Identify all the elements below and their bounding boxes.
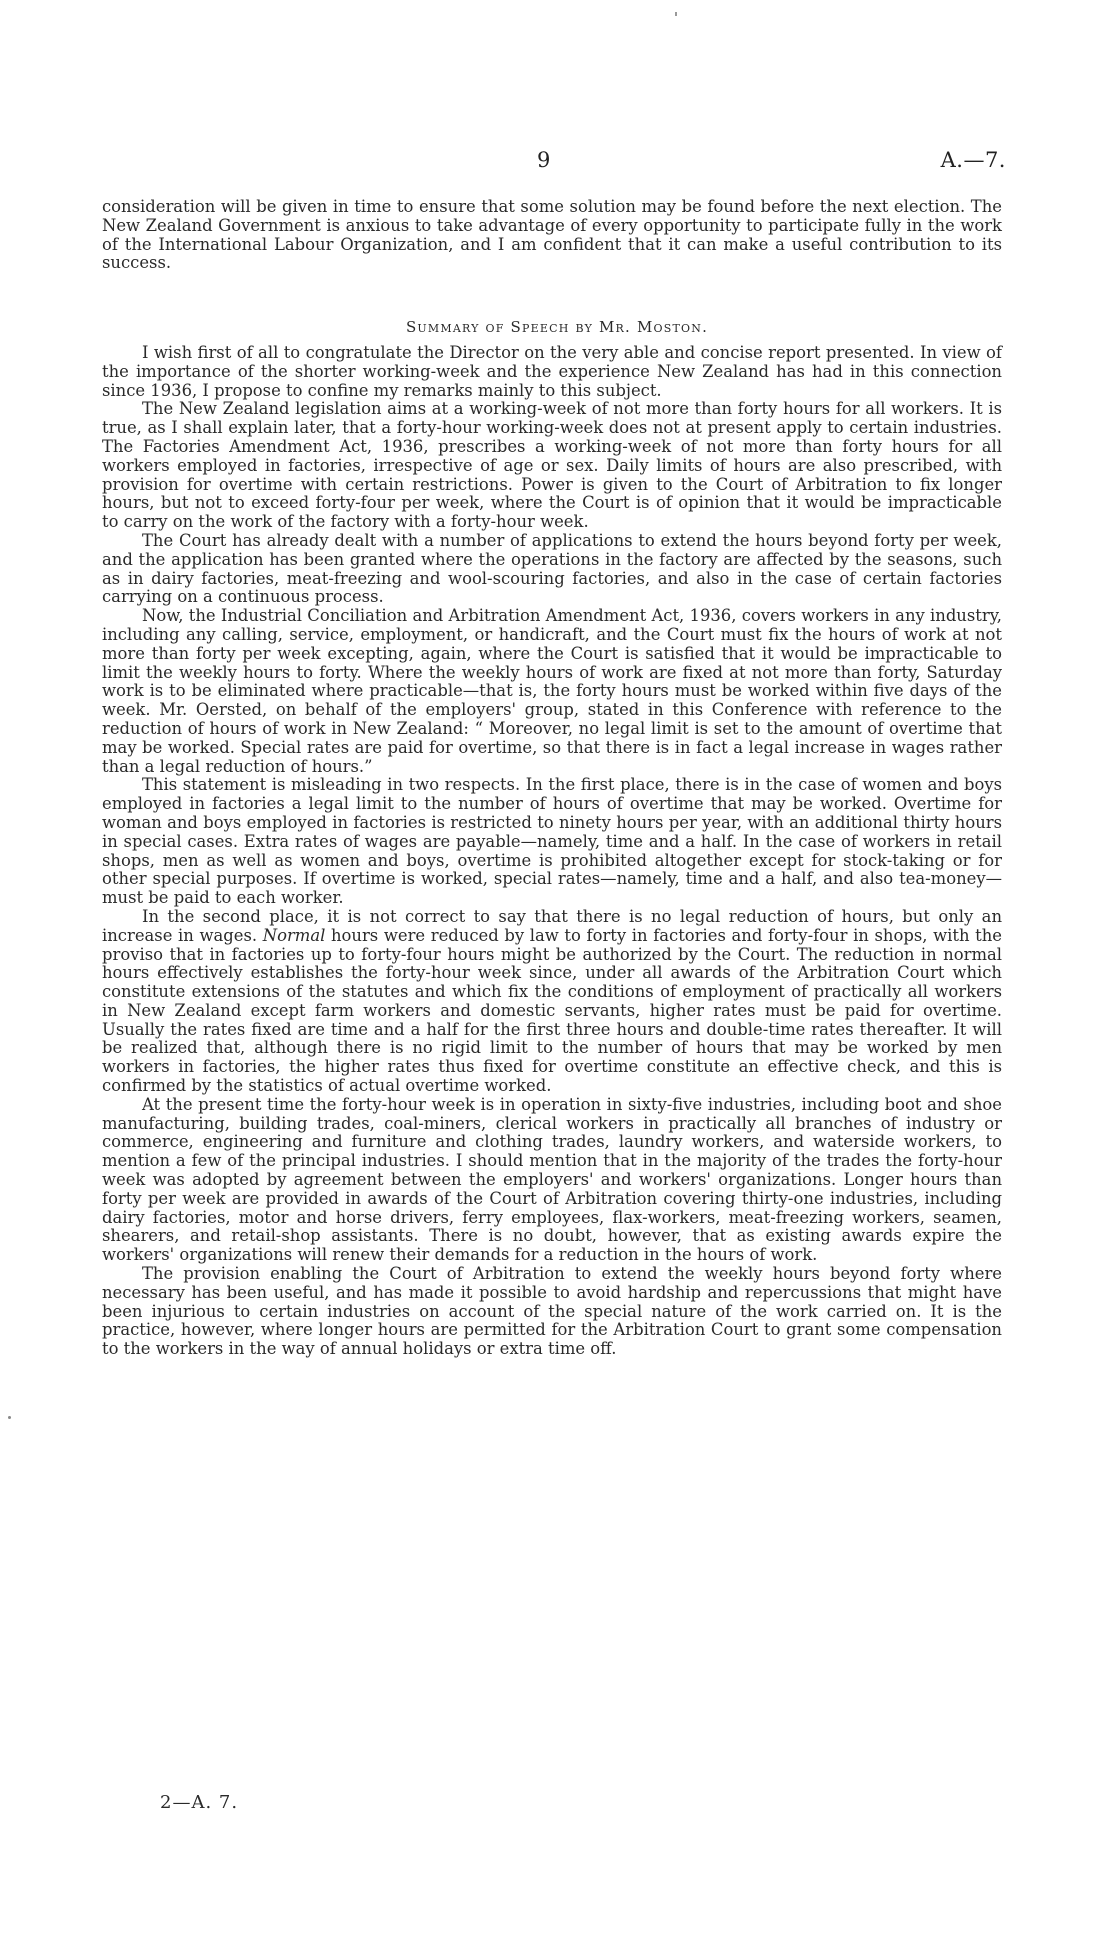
document-reference: A.—7. xyxy=(940,148,1006,172)
paragraph: Now, the Industrial Conciliation and Arbitration Amendment Act, 1936, covers workers in any industry, including any calling, service, employment, or handicraft, and the Court must fix the hours of work at not more than forty per week excepting, again, where the Court is satisfied that it would be impracticable to limit the weekly hours to forty. Where the weekly hours of work are fixed at not more than forty, Saturday work is to be eliminated where practicable—that is, the forty hours must be worked within five days of the week. Mr. Oersted, on behalf of the employers' group, stated in this Conference with reference to the reduction of hours of work in New Zealand: “ Moreover, no legal limit is set to the amount of overtime that may be worked. Special rates are paid for overtime, so that there is in fact a legal increase in wages rather than a legal reduction of hours.” xyxy=(102,606,1002,776)
speech-body xyxy=(102,344,1002,1359)
paragraph: The provision enabling the Court of Arbitration to extend the weekly hours beyond forty where necessary has been useful, and has made it possible to avoid hardship and repercussions that might have been injurious to certain industries on account of the special nature of the work carried on. It is the practice, however, where longer hours are permitted for the Arbitration Court to grant some compensation to the workers in the way of annual holidays or extra time off. xyxy=(102,1264,1002,1359)
emphasis-normal: Normal xyxy=(262,925,326,945)
paragraph: At the present time the forty-hour week is in operation in sixty-five industries, including boot and shoe manufacturing, building trades, coal-miners, clerical workers in practically all branches of industry or commerce, engineering and furniture and clothing trades, laundry workers, and waterside workers, to mention a few of the principal industries. I should mention that in the majority of the trades the forty-hour week was adopted by agreement between the employers' and workers' organizations. Longer hours than forty per week are provided in awards of the Court of Arbitration covering thirty-one industries, including dairy factories, motor and horse drivers, ferry employees, flax-workers, meat-freezing workers, seamen, shearers, and retail-shop assistants. There is no doubt, however, that as existing awards expire the workers' organizations will renew their demands for a reduction in the hours of work. xyxy=(102,1094,1002,1265)
scan-mark xyxy=(675,12,677,16)
section-heading: Summary of Speech by Mr. Moston. xyxy=(405,318,709,336)
margin-mark xyxy=(8,1416,11,1419)
signature-reference: 2—A. 7. xyxy=(160,1792,239,1813)
intro-paragraph: consideration will be given in time to ensure that some solution may be found before the next election. The New Zealand Government is anxious to take advantage of every opportunity to participate fully in the work of the International Labour Organization, and I am confident that it can make a useful contribution to its success. xyxy=(102,197,1002,273)
paragraph-normal-hours xyxy=(102,908,1002,1096)
paragraph-text: In the second place, it is not correct to say that there is no legal reduction of hours, but only an increase in wages. xyxy=(102,906,1002,945)
paragraph: The Court has already dealt with a number of applications to extend the hours beyond forty per week, and the application has been granted where the operations in the factory are affected by the seasons, such as in dairy factories, meat-freezing and wool-scouring factories, and also in the case of certain factories carrying on a continuous process. xyxy=(102,530,1002,607)
paragraph: The New Zealand legislation aims at a working-week of not more than forty hours for all workers. It is true, as I shall explain later, that a forty-hour working-week does not at present apply to certain industries. The Factories Amendment Act, 1936, prescribes a working-week of not more than forty hours for all workers employed in factories, irrespective of age or sex. Daily limits of hours are also prescribed, with provision for overtime with certain restrictions. Power is given to the Court of Arbitration to fix longer hours, but not to exceed forty-four per week, where the Court is of opinion that it would be impracticable to carry on the work of the factory with a forty-hour week. xyxy=(102,399,1002,532)
paragraph-text: hours were reduced by law to forty in factories and forty-four in shops, with the proviso that in factories up to forty-four hours might be authorized by the Court. The reduction in normal hours effectively establishes the forty-hour week since, under all awards of the Arbitration Court which constitute extensions of the statutes and which fix the conditions of employment of practically all workers in New Zealand except farm workers and domestic servants, higher rates must be paid for overtime. Usually the rates fixed are time and a half for the first three hours and double-time rates thereafter. It will be realized that, although there is no rigid limit to the number of hours that may be worked by men workers in factories, the higher rates thus fixed for overtime constitute an effective check, and this is confirmed by the statistics of actual overtime worked. xyxy=(102,925,1002,1096)
paragraph: I wish first of all to congratulate the Director on the very able and concise report presented. In view of the importance of the shorter working-week and the experience New Zealand has had in this connection since 1936, I propose to confine my remarks mainly to this subject. xyxy=(102,343,1002,400)
page-number: 9 xyxy=(537,148,551,172)
paragraph: This statement is misleading in two respects. In the first place, there is in the case of women and boys employed in factories a legal limit to the number of hours of overtime that may be worked. Overtime for woman and boys employed in factories is restricted to ninety hours per year, with an additional thirty hours in special cases. Extra rates of wages are payable—namely, time and a half. In the case of workers in retail shops, men as well as women and boys, overtime is prohibited altogether except for stock-taking or for other special purposes. If overtime is worked, special rates—namely, time and a half, and also tea-money—must be paid to each worker. xyxy=(102,775,1002,908)
intro-block xyxy=(102,198,1002,273)
